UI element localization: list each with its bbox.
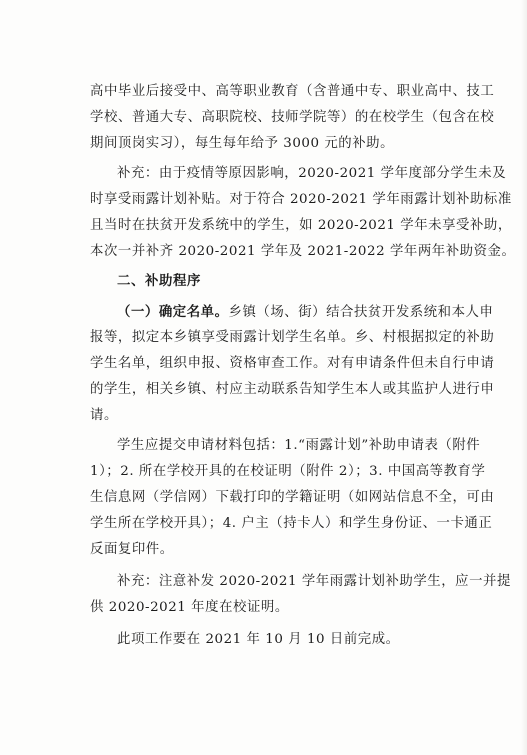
paragraph-text: 乡镇（场、街）结合扶贫开发系统和本人申 (228, 305, 494, 320)
paragraph-line: 补充：由于疫情等原因影响，2020-2021 学年度部分学生未及 (117, 166, 507, 181)
paragraph-line: 且当时在扶贫开发系统中的学生，如 2020-2021 学年未享受补助， (90, 218, 512, 233)
paragraph-line: 学校、普通大专、高职院校、技师学院等）的在校学生（包含在校 (90, 110, 495, 125)
paragraph-line: 时享受雨露计划补贴。对于符合 2020-2021 学年雨露计划补助标准 (90, 192, 512, 207)
paragraph-line: 本次一并补齐 2020-2021 学年及 2021-2022 学年两年补助资金。 (90, 244, 516, 259)
paragraph-line: 生信息网（学信网）下载打印的学籍证明（如网站信息不全，可由 (90, 490, 495, 505)
paragraph-line: 学生名单，组织申报、资格审查工作。对有申请条件但未自行申请 (90, 356, 495, 371)
paragraph-line: 高中毕业后接受中、高等职业教育（含普通中专、职业高中、技工 (90, 84, 495, 99)
page-edge-shadow (521, 0, 527, 755)
paragraph-line (117, 304, 497, 321)
paragraph-line: 此项工作要在 2021 年 10 月 10 日前完成。 (117, 632, 400, 647)
paragraph-line: 供 2020-2021 年度在校证明。 (90, 600, 289, 615)
paragraph-line: 学生应提交申请材料包括：1.“雨露计划”补助申请表（附件 (117, 438, 481, 453)
paragraph-line: 反面复印件。 (90, 542, 174, 557)
paragraph-line: 报等，拟定本乡镇享受雨露计划学生名单。乡、村根据拟定的补助 (90, 330, 495, 345)
section-heading: 二、补助程序 (117, 274, 201, 289)
paragraph-line: 请。 (90, 408, 118, 423)
paragraph-line: 学生所在学校开具）；4. 户主（持卡人）和学生身份证、一卡通正 (90, 516, 493, 531)
subsection-title: （一）确定名单。 (117, 304, 229, 320)
paragraph-line: 期间顶岗实习），每生每年给予 3000 元的补助。 (90, 136, 395, 151)
paragraph-line: 的学生，相关乡镇、村应主动联系告知学生本人或其监护人进行申 (90, 382, 495, 397)
paragraph-line: 补充：注意补发 2020-2021 学年雨露计划补助学生，应一并提 (117, 574, 511, 589)
paragraph-line: 1）；2. 所在学校开具的在校证明（附件 2）；3. 中国高等教育学 (90, 464, 486, 479)
